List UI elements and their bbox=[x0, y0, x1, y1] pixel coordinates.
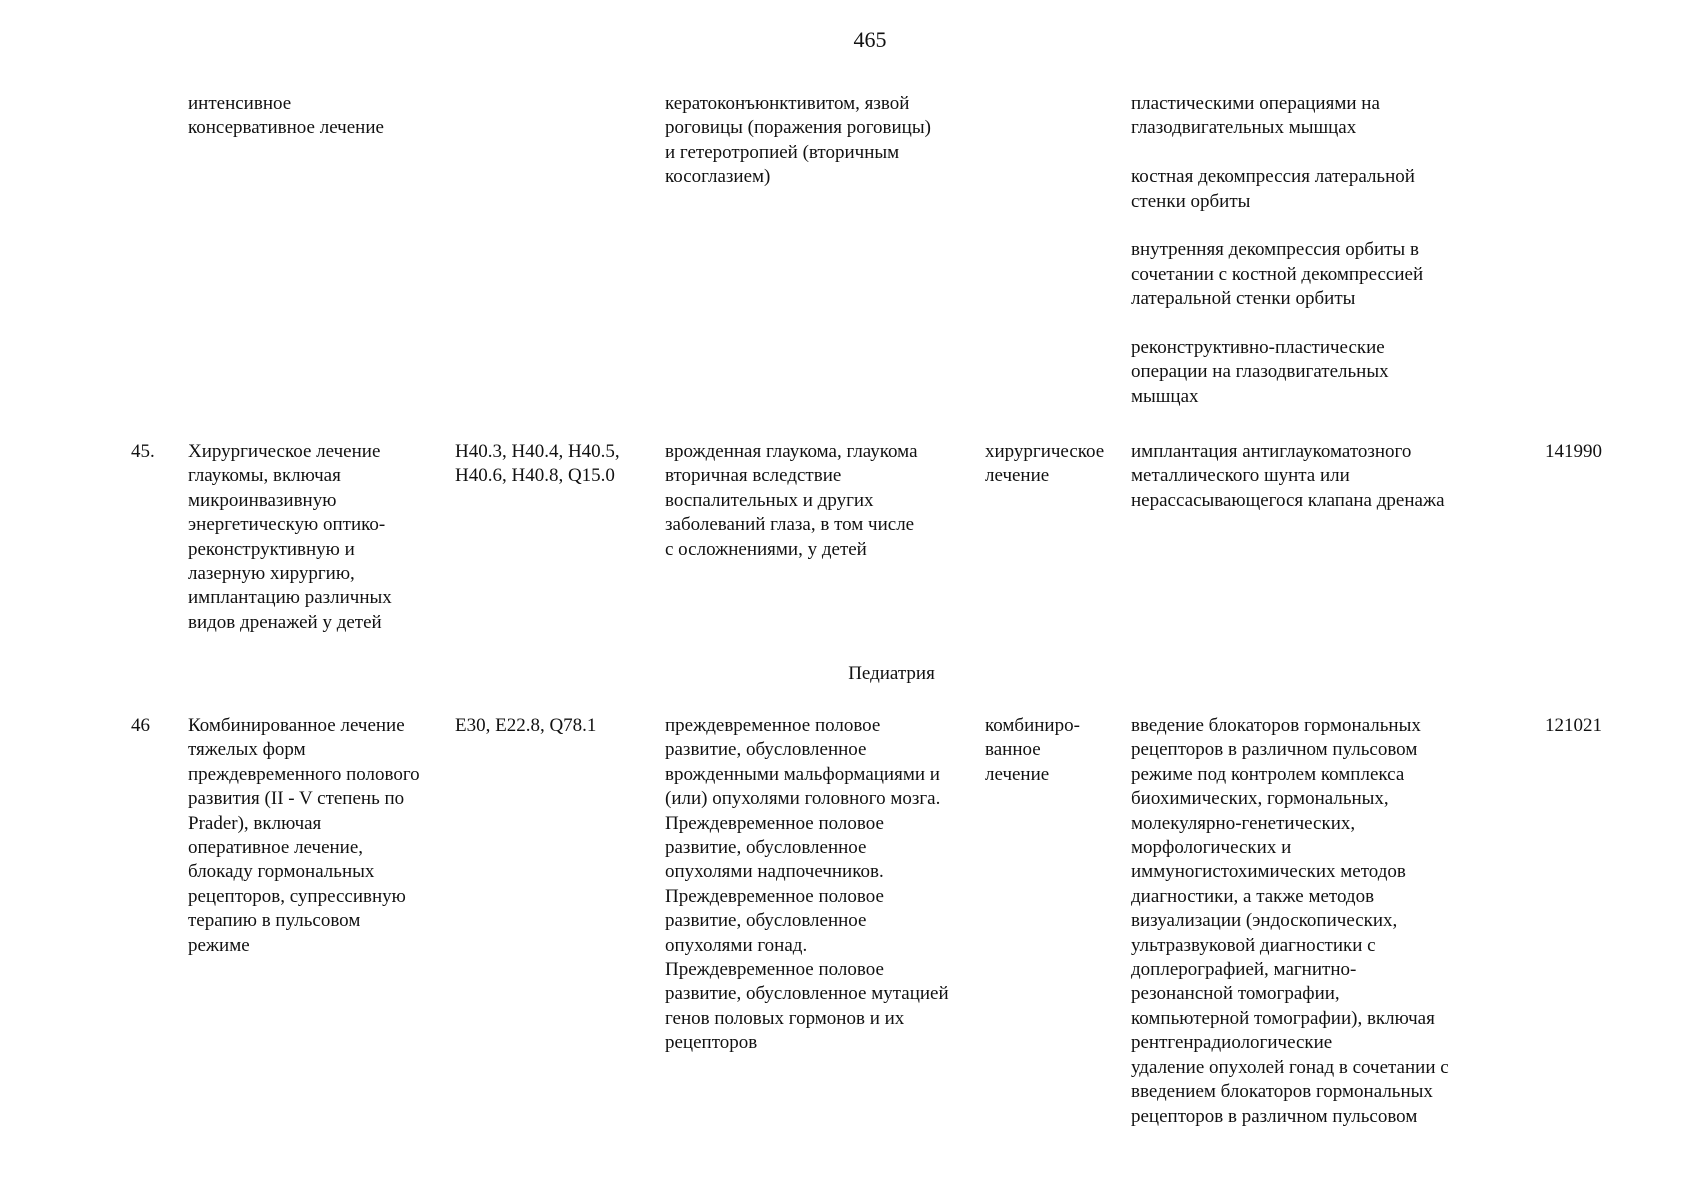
row-45-codes: H40.3, H40.4, H40.5, H40.6, H40.8, Q15.0 bbox=[455, 441, 620, 487]
section-heading: Педиатрия bbox=[848, 663, 935, 684]
row-45-name: Хирургическое лечение глаукомы, включая микроинвазивную энергетическую оптико- реконструктивную и лазерную хирургию, имплантацию различных видов дренажей у детей bbox=[188, 441, 392, 633]
continued-row-model-text: кератоконъюнктивитом, язвой роговицы (поражения роговицы) и гетеротропией (вторичным косоглазием) bbox=[665, 93, 931, 188]
row-45-method: имплантация антиглаукоматозного металлического шунта или нерассасывающегося клапана дренажа bbox=[1131, 441, 1445, 511]
row-46-cost: 121021 bbox=[1545, 715, 1602, 736]
row-46-number: 46 bbox=[131, 715, 150, 736]
row-46-method: введение блокаторов гормональных рецепторов в различном пульсовом режиме под контролем комплекса биохимических, гормональных, молекулярно-генетических, морфологических и иммуногистохимических методов диагностики, а также методов визуализации (эндоскопических, ультразвуковой диагностики с доплерографией, магнитно- резонансной томографии, компьютерной томографии), включая рентгенрадиологические удаление опухолей гонад в сочетании с введением блокаторов гормональных рецепторов в различном пульсовом bbox=[1131, 715, 1449, 1127]
row-45-model: врожденная глаукома, глаукома вторичная вследствие воспалительных и других заболеваний глаза, в том числе с осложнениями, у детей bbox=[665, 441, 918, 560]
row-46-model: преждевременное половое развитие, обусловленное врожденными мальформациями и (или) опухолями головного мозга. Преждевременное половое развитие, обусловленное опухолями надпочечников. Преждевременное половое развитие, обусловленное опухолями гонад. Преждевременное половое развитие, обусловленное мутацией генов половых гормонов и их рецепторов bbox=[665, 715, 949, 1054]
continued-row-name bbox=[188, 92, 448, 141]
continued-row-model bbox=[665, 92, 983, 190]
row-45-cost: 141990 bbox=[1545, 441, 1602, 462]
continued-row-method-3: внутренняя декомпрессия орбиты в сочетании с костной декомпрессией латеральной стенки орбиты bbox=[1131, 239, 1424, 310]
page-number: 465 bbox=[853, 27, 887, 52]
continued-row-methods bbox=[1131, 92, 1491, 409]
continued-row-method-2: костная декомпрессия латеральной стенки орбиты bbox=[1131, 166, 1415, 212]
continued-row-method-1: пластическими операциями на глазодвигательных мышцах bbox=[1131, 93, 1380, 139]
row-46-codes: E30, E22.8, Q78.1 bbox=[455, 715, 597, 736]
row-46-type: комбиниро- ванное лечение bbox=[985, 715, 1080, 785]
continued-row-method-4: реконструктивно-пластические операции на глазодвигательных мышцах bbox=[1131, 337, 1389, 407]
row-46-name: Комбинированное лечение тяжелых форм преждевременного полового развития (II - V степень по Prader), включая оперативное лечение, блокаду гормональных рецепторов, супрессивную терапию в пульсовом режиме bbox=[188, 715, 420, 956]
row-45-number: 45. bbox=[131, 441, 155, 462]
continued-row-name-text: интенсивное консервативное лечение bbox=[188, 93, 384, 139]
row-45-type: хирургическое лечение bbox=[985, 441, 1105, 487]
